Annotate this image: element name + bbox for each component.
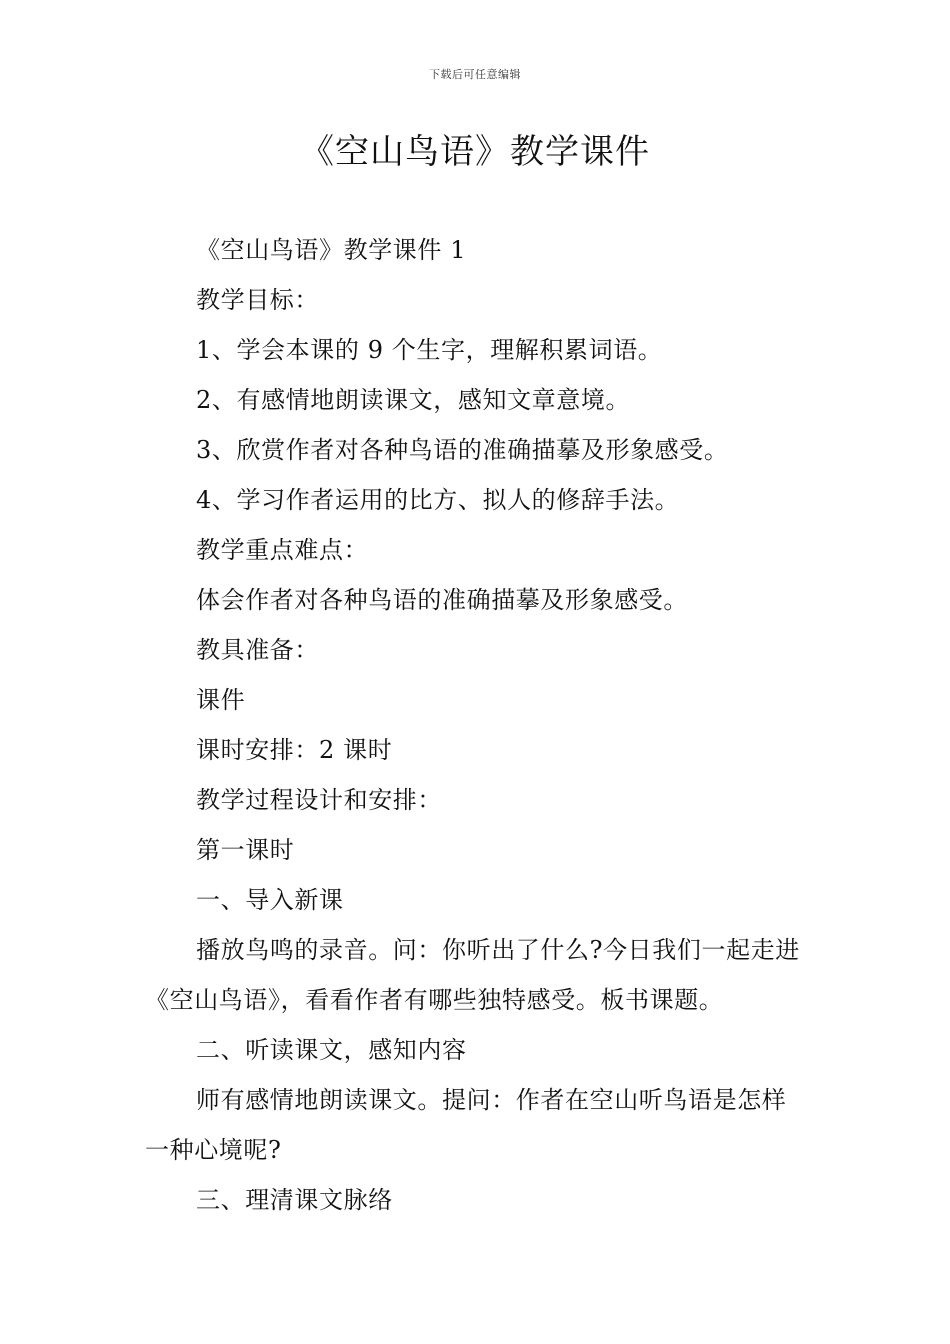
paragraph-lesson-one: 第一课时 bbox=[196, 836, 295, 864]
paragraph-schedule: 课时安排：2 课时 bbox=[196, 736, 393, 764]
paragraph-section-2: 二、听读课文，感知内容 bbox=[196, 1036, 467, 1064]
paragraph-key-points: 体会作者对各种鸟语的准确描摹及形象感受。 bbox=[196, 586, 688, 614]
paragraph-objective-2: 2、有感情地朗读课文，感知文章意境。 bbox=[196, 386, 631, 414]
paragraph-materials-heading: 教具准备： bbox=[196, 636, 319, 664]
paragraph-objective-4: 4、学习作者运用的比方、拟人的修辞手法。 bbox=[196, 486, 680, 514]
paragraph-section-2-content: 师有感情地朗读课文。提问：作者在空山听鸟语是怎样一种心境呢? bbox=[145, 1086, 787, 1164]
paragraph-objectives-heading: 教学目标： bbox=[196, 286, 319, 314]
paragraph-section-3: 三、理清课文脉络 bbox=[196, 1186, 393, 1214]
paragraph-materials: 课件 bbox=[196, 686, 246, 714]
header-note: 下载后可任意编辑 bbox=[429, 68, 521, 81]
paragraph-section-1-content: 播放鸟鸣的录音。问：你听出了什么?今日我们一起走进《空山鸟语》，看看作者有哪些独特感受。板书课题。 bbox=[145, 936, 800, 1014]
paragraph-objective-3: 3、欣赏作者对各种鸟语的准确描摹及形象感受。 bbox=[196, 436, 729, 464]
paragraph-section-1: 一、导入新课 bbox=[196, 886, 344, 914]
paragraph-key-points-heading: 教学重点难点： bbox=[196, 536, 369, 564]
document-body bbox=[145, 225, 810, 1225]
document-title: 《空山鸟语》教学课件 bbox=[300, 132, 650, 172]
paragraph-objective-1: 1、学会本课的 9 个生字，理解积累词语。 bbox=[196, 336, 663, 364]
paragraph-subtitle: 《空山鸟语》教学课件 1 bbox=[196, 236, 467, 264]
paragraph-process-heading: 教学过程设计和安排： bbox=[196, 786, 442, 814]
